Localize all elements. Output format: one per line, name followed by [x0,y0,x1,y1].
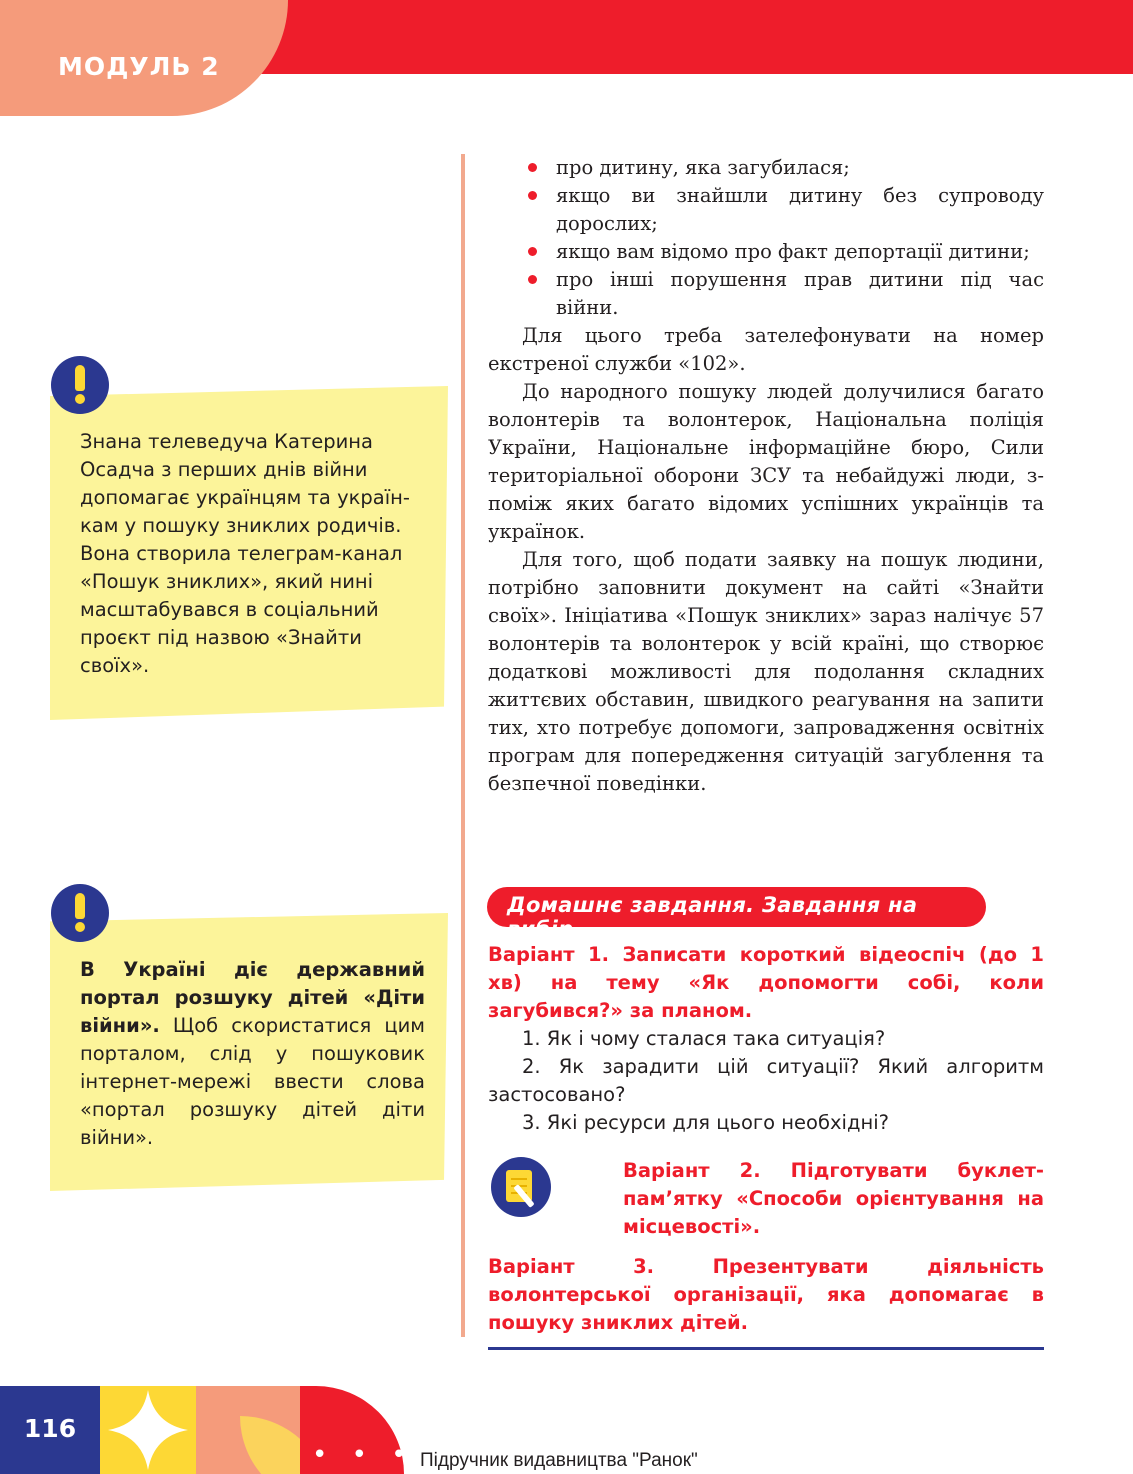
footer-salmon-block [196,1386,300,1474]
header-red-band [230,0,1133,74]
variant-2: Варіант 2. Підготувати буклет-пам’ятку «Способи орієнтування на місцевості». [623,1159,1044,1238]
list-item: якщо ви знайшли дитину без супроводу дорослих; [488,182,1044,238]
variant-3: Варіант 3. Презентувати діяльність волонтерської організації, яка допомагає в пошуку зниклих дітей. [488,1255,1044,1334]
exclamation-icon [51,356,109,414]
homework-banner [487,887,986,941]
publisher-credit: Підручник видавництва "Ранок" [420,1450,698,1471]
paragraph: До народного пошуку людей долучилися багато волонтерів та волонтерок, Національна поліція України, Національне інформаційне бюро, Сили територіальної оборони ЗСУ та небайдужі люди, з-поміж яких багато відомих успішних українців та українок. [488,380,1044,543]
list-item: про дитину, яка загубилася; [488,154,1044,182]
list-item: про інші порушення прав дитини під час війни. [488,266,1044,322]
list-item: 2. Як зарадити цій ситуації? Який алгоритм застосовано? [488,1055,1044,1106]
bullet-list [488,154,1044,322]
variant-1: Варіант 1. Записати короткий відеоспіч (до 1 хв) на тему «Як допомогти собі, коли загубився?» за планом. [488,943,1044,1022]
homework-title: Домашнє завдання. Завдання на вибір [507,893,918,941]
list-item: якщо вам відомо про факт депортації дитини; [488,238,1044,266]
exclamation-icon [51,884,109,942]
footer-dots: • • • • [312,1440,455,1470]
sparkle-star-icon [100,1386,196,1474]
bullet-icon [528,191,537,200]
module-label: МОДУЛЬ 2 [58,52,220,81]
side-note-2-text [80,956,425,1152]
notepad-pencil-icon [491,1157,551,1217]
list-item: 3. Які ресурси для цього необхідні? [522,1111,889,1134]
side-note-1-text: Знана телеведуча Катерина Осадча з перших днів війни допомагає українцям та україн-кам у пошуку зниклих родичів. Вона створила телеграм-канал «Пошук зниклих», який нині масштабувався в соціальний проєкт під назвою «Знайти своїх». [80,430,410,677]
footer-yellow-block [100,1386,196,1474]
paragraph: Для цього треба зателефонувати на номер екстреної служби «102». [488,324,1044,375]
leaf-shape [240,1416,300,1474]
page-number: 116 [23,1414,77,1443]
side-note-2-body: Щоб скористатися цим порталом, слід у пошуковик інтернет-мережі ввести слова «портал розшуку дітей діти війни». [80,1014,425,1149]
bullet-icon [528,163,537,172]
main-text-column [488,154,1044,798]
list-item: 1. Як і чому сталася така ситуація? [522,1027,886,1050]
variant-1-plan [488,1025,1044,1137]
paragraph: Для того, щоб подати заявку на пошук людини, потрібно заповнити документ на сайті «Знайти своїх». Ініціатива «Пошук зниклих» зараз налічує 57 волонтерів та волонтерок у всій країні, що створює додаткові можливості для подолання складних життєвих обставин, швидкого реагування на запити тих, хто потребує допомоги, запровадження освітніх програм для попередження ситуацій загублення та безпечної поведінки. [488,548,1044,795]
side-note-2-bold: В Україні діє державний портал розшуку дітей «Діти війни». [80,958,425,1037]
section-end-rule [488,1347,1044,1350]
column-divider [461,154,465,1337]
bullet-icon [528,247,537,256]
bullet-icon [528,275,537,284]
